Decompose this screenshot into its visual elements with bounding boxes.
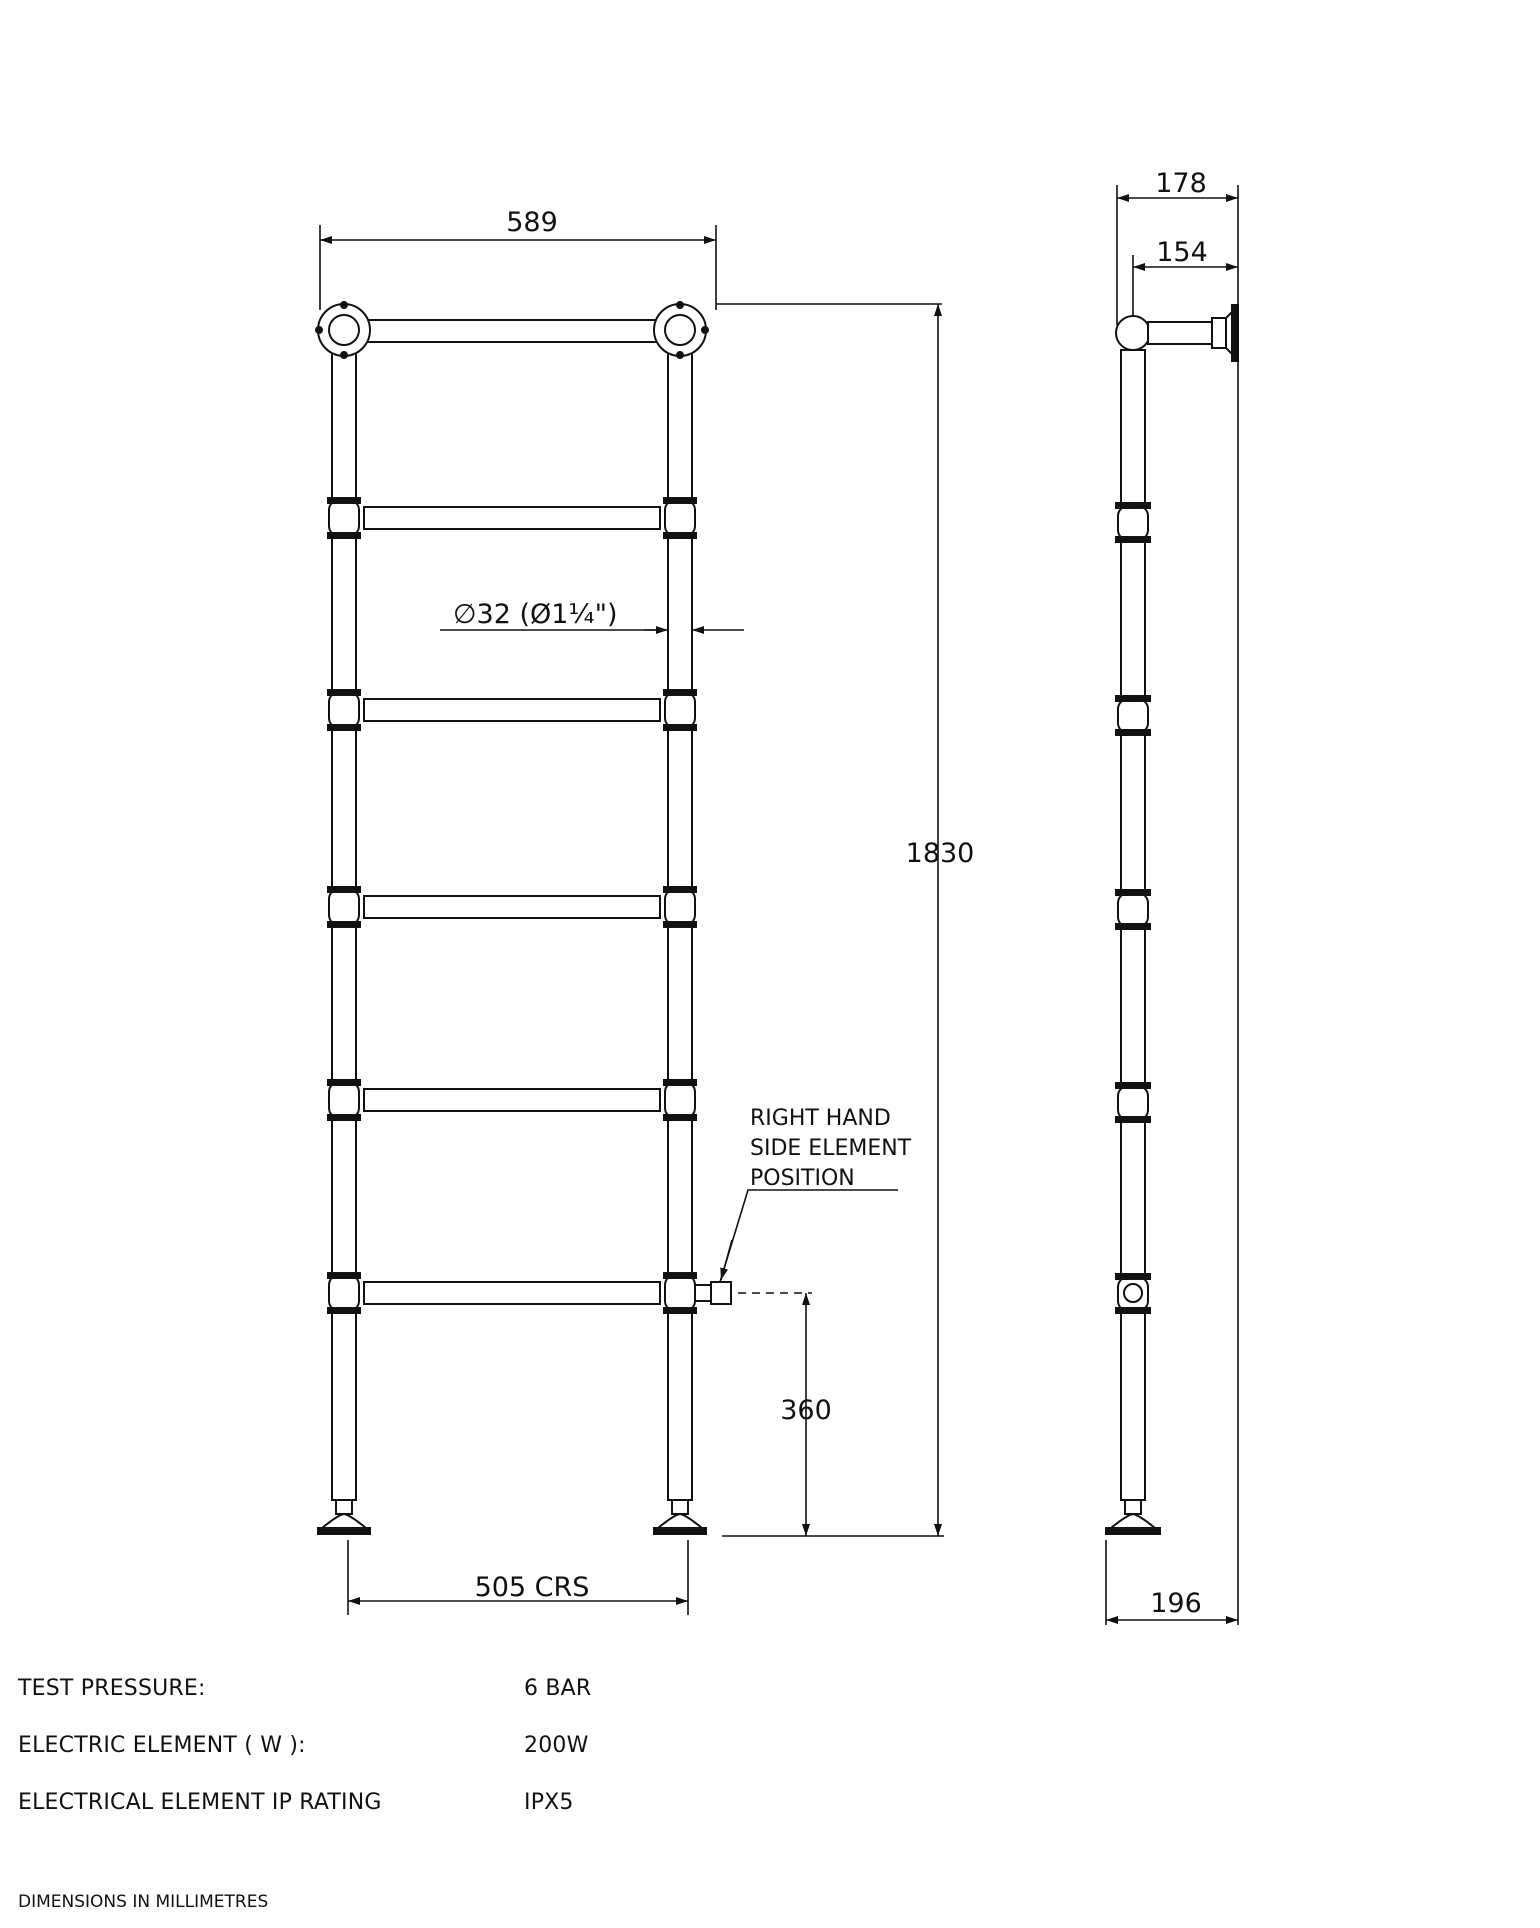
top-rail [364, 320, 660, 342]
spec-value: 6 BAR [524, 1676, 592, 1701]
tube-diameter-label: ∅32 (Ø1¼") [453, 599, 618, 630]
heating-element [695, 1282, 731, 1304]
spec-label: ELECTRIC ELEMENT ( W ): [18, 1733, 306, 1758]
front-view [316, 302, 731, 1534]
side-depth-top-label: 178 [1155, 168, 1207, 199]
side-joint-5 [1116, 1083, 1150, 1122]
element-height-label: 360 [780, 1395, 832, 1426]
element-position-note-line-1: RIGHT HAND [750, 1106, 891, 1131]
side-joint-6 [1116, 1274, 1150, 1313]
spec-table [18, 1676, 658, 1847]
spec-value: IPX5 [524, 1790, 574, 1815]
side-joint-4 [1116, 890, 1150, 929]
side-view [1106, 305, 1238, 1534]
left-foot [318, 1500, 370, 1534]
side-depth-base-label: 196 [1150, 1588, 1202, 1619]
right-foot [654, 1500, 706, 1534]
spec-label: TEST PRESSURE: [18, 1676, 206, 1701]
spec-value: 200W [524, 1733, 589, 1758]
rail-4 [328, 887, 696, 927]
side-joint-3 [1116, 696, 1150, 735]
spec-label: ELECTRICAL ELEMENT IP RATING [18, 1790, 382, 1815]
spec-row-electric-element [18, 1733, 658, 1790]
rail-6 [328, 1273, 696, 1313]
overall-width-label: 589 [506, 207, 558, 238]
spec-row-test-pressure [18, 1676, 658, 1733]
rail-5 [328, 1080, 696, 1120]
element-position-note-line-2: SIDE ELEMENT [750, 1136, 912, 1161]
side-joint-2 [1116, 503, 1150, 542]
spec-row-ip-rating [18, 1790, 658, 1847]
side-foot [1106, 1500, 1160, 1534]
side-depth-inner-label: 154 [1156, 237, 1208, 268]
element-position-note-line-3: POSITION [750, 1166, 855, 1191]
rail-3 [328, 690, 696, 730]
top-left-flange [316, 302, 370, 358]
centres-label: 505 CRS [474, 1572, 590, 1603]
element-leader [720, 1190, 898, 1282]
units-footnote: DIMENSIONS IN MILLIMETRES [18, 1892, 269, 1912]
rail-2 [328, 498, 696, 538]
top-right-flange [654, 302, 708, 358]
overall-height-label: 1830 [905, 838, 975, 869]
